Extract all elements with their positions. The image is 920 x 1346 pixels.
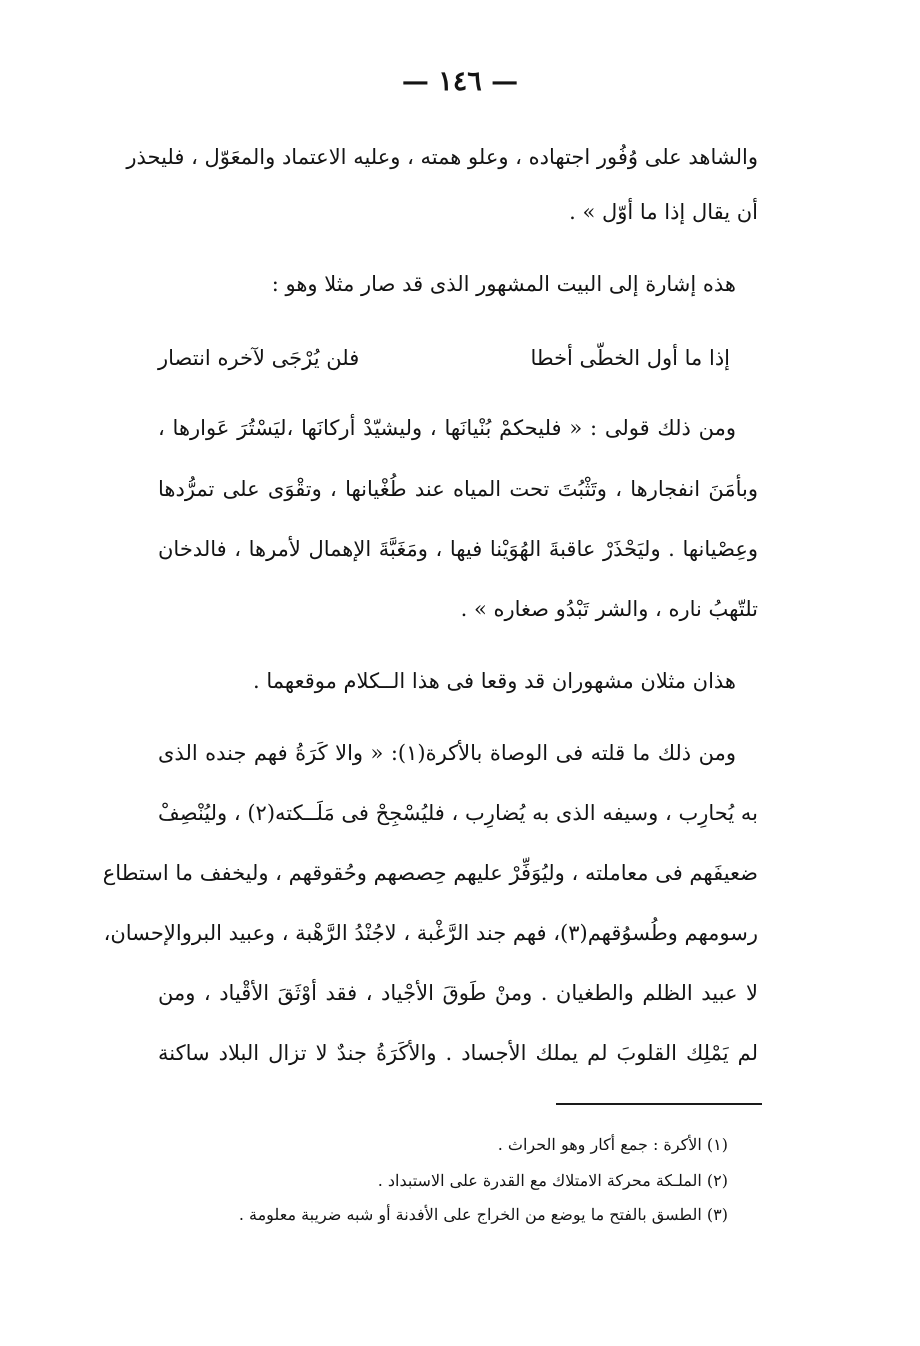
footnote-divider [556, 1103, 762, 1105]
text-line: رسومهم وطُسوُقهم(٣)، فهم جند الرَّغْبة ، لاجُنْدُ الرَّهْبة ، وعبيد البروالإحسان، [103, 921, 758, 945]
text-line: ومن ذلك قولى : « فليحكمْ بُنْيانَها ، وليشيّدْ أركانَها ،ليَسْتُرَ عَوارها ، [158, 416, 736, 440]
footnote: (١) الأكرة : جمع أكار وهو الحراث . [497, 1135, 728, 1154]
verse-second-hemistich: فلن يُرْجَى لآخره انتصار [158, 346, 360, 370]
text-line: لا عبيد الظلم والطغيان . ومنْ طَوقَ الأجْياد ، فقد أوْثَقَ الأقْياد ، ومن [158, 981, 758, 1005]
text-line: به يُحارِب ، وسيفه الذى به يُضارِب ، فليُسْجِحْ فى مَلَــكته(٢) ، وليُنْصِفْ [158, 801, 758, 825]
text-line: هذان مثلان مشهوران قد وقعا فى هذا الــكلام موقعهما . [253, 669, 736, 693]
footnote: (٣) الطسق بالفتح ما يوضع من الخراج على الأفدنة أو شبه ضريبة معلومة . [238, 1205, 728, 1224]
text-line: ومن ذلك ما قلته فى الوصاة بالأكرة(١): « والا كَرَةُ فهم جنده الذى [158, 741, 736, 765]
text-line: والشاهد على وُفُور اجتهاده ، وعلو همته ، وعليه الاعتماد والمعَوّل ، فليحذر [126, 145, 758, 169]
text-line: وبأمَنَ انفجارها ، وتَثْبُتَ تحت المياه عند طُغْيانها ، وتقْوَى على تمرُّدها [158, 477, 758, 501]
footnote: (٢) الملـكة محركة الامتلاك مع القدرة على الاستبداد . [377, 1171, 728, 1190]
text-line: ضعيفَهم فى معاملته ، وليُوَفِّرْ عليهم حِصصهم وحُقوقهم ، وليخفف ما استطاع [102, 861, 758, 885]
page-number: — ١٤٦ — [401, 66, 519, 97]
verse-first-hemistich: إذا ما أول الخطّى أخطا [530, 346, 730, 370]
text-line: لم يَمْلِك القلوبَ لم يملك الأجساد . والأكَرَةُ جندٌ لا تزال البلاد ساكنة [158, 1041, 758, 1065]
text-line: هذه إشارة إلى البيت المشهور الذى قد صار مثلا وهو : [271, 272, 736, 296]
text-line: وعِصْيانها . وليَحْذَرْ عاقبةَ الهُوَيْنا فيها ، ومَغَبَّةَ الإهمال لأمرها ، فالدخان [158, 537, 758, 561]
text-line: أن يقال إذا ما أوّل » . [569, 200, 758, 224]
poetry-verse [158, 341, 730, 375]
text-line: تلتّهبُ ناره ، والشر تَبْدُو صغاره » . [460, 597, 758, 621]
